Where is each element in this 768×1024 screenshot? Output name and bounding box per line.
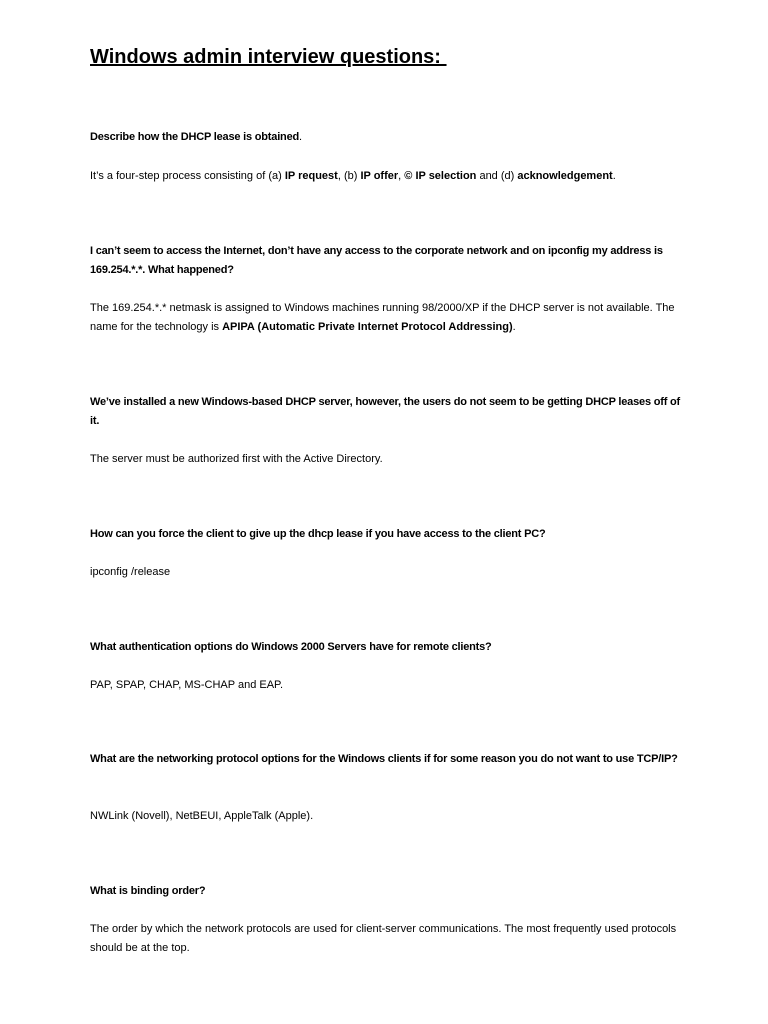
answer-term: IP request [284,170,338,182]
answer-dhcp-lease [90,167,690,186]
answer-term: IP offer [360,170,399,182]
answer-binding-order: The order by which the network protocols are used for client-server communications. The most frequently used protocols should be at the top. [90,923,677,954]
answer-text: . [512,321,516,333]
answer-term: acknowledgement [517,170,613,182]
answer-term: © IP selection [404,170,477,182]
page-title: Windows admin interview questions: [90,46,447,68]
answer-text: , [398,170,405,182]
answer-text: and (d) [476,170,518,182]
question-authentication: What authentication options do Windows 2000 Servers have for remote clients? [90,641,492,653]
answer-force-release: ipconfig /release [90,566,171,578]
answer-text: . [612,170,616,182]
question-dhcp-server: We’ve installed a new Windows-based DHCP server, however, the users do not seem to be getting DHCP leases off of it. [90,396,680,427]
question-protocol-options: What are the networking protocol options for the Windows clients if for some reason you do not want to use TCP/IP? [90,753,678,765]
answer-dhcp-server: The server must be authorized first with the Active Directory. [90,453,383,465]
answer-text: The 169.254.*.* netmask is assigned to Windows machines running 98/2000/XP if the DHCP server is not available. The name for the technology is [90,302,675,333]
question-punct: . [299,131,302,143]
answer-text: It’s a four-step process consisting of (a) [90,170,285,182]
answer-protocol-options: NWLink (Novell), NetBEUI, AppleTalk (Apple). [90,810,314,822]
question-text: Describe how the DHCP lease is obtained [90,131,300,143]
answer-term: APIPA (Automatic Private Internet Protocol Addressing) [222,321,513,333]
answer-authentication: PAP, SPAP, CHAP, MS-CHAP and EAP. [90,679,284,691]
question-force-release: How can you force the client to give up the dhcp lease if you have access to the client PC? [90,528,546,540]
question-binding-order: What is binding order? [90,885,206,897]
answer-internet-access [90,299,690,337]
question-dhcp-lease [90,128,690,147]
question-internet-access: I can’t seem to access the Internet, don’t have any access to the corporate network and on ipconfig my address is 169.254.*.*. What happened? [90,245,663,276]
answer-text: , (b) [337,170,361,182]
